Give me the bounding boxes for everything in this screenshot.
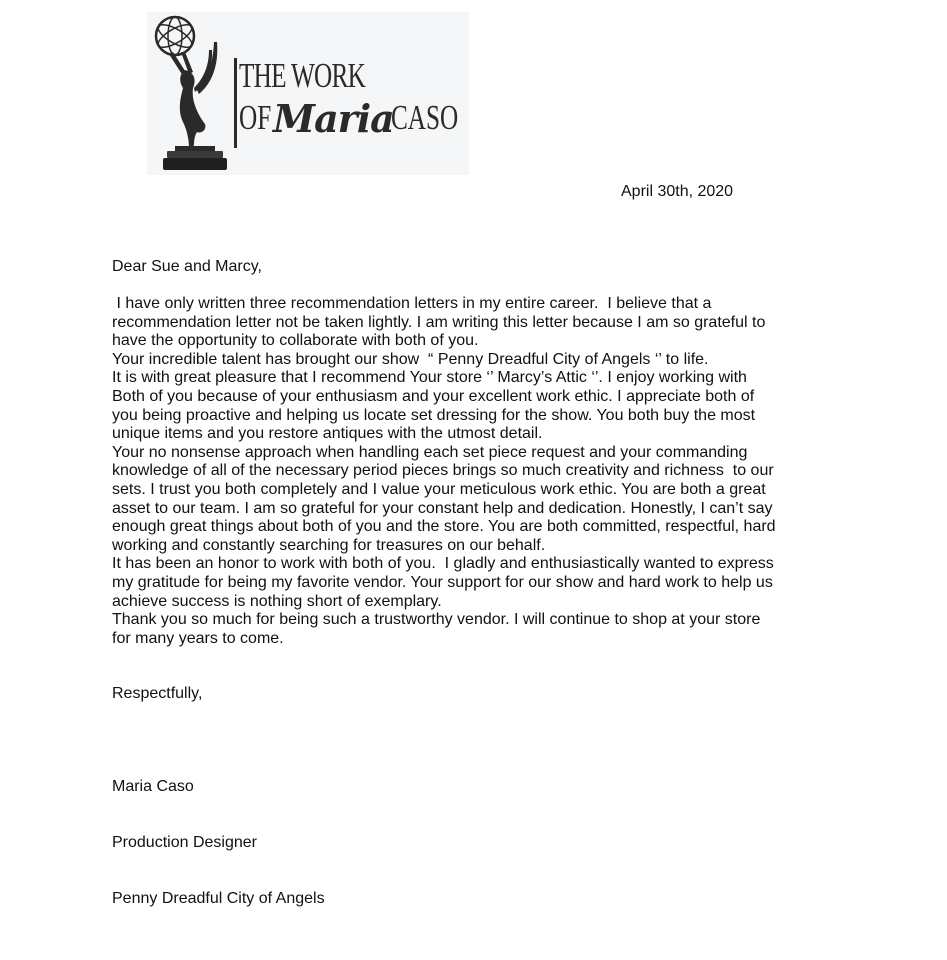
closing: Respectfully,: [112, 685, 203, 702]
signature-title: Production Designer: [112, 833, 257, 851]
letter-date: April 30th, 2020: [621, 183, 734, 200]
logo-maria-script: Maria: [273, 96, 394, 141]
body-line: Both of you because of your enthusiasm and your excellent work ethic. I appreciate both of: [112, 387, 755, 405]
logo-caso: CASO: [391, 98, 459, 137]
body-line: have the opportunity to collaborate with both of you.: [112, 332, 479, 350]
body-line: my gratitude for being my favorite vendor. Your support for our show and hard work to help us: [112, 573, 773, 591]
body-line: for many years to come.: [112, 629, 284, 647]
signature-show: Penny Dreadful City of Angels: [112, 889, 325, 907]
logo-title-line2: [239, 98, 484, 141]
logo-of: OF: [239, 98, 272, 137]
body-line: sets. I trust you both completely and I value your meticulous work ethic. You are both a great: [112, 480, 766, 498]
body-line: Thank you so much for being such a trustworthy vendor. I will continue to shop at your store: [112, 611, 761, 629]
logo: [147, 12, 469, 175]
body-line: working and constantly searching for treasures on our behalf.: [112, 536, 546, 554]
signature-name: Maria Caso: [112, 778, 194, 796]
body-line: achieve success is nothing short of exemplary.: [112, 592, 442, 610]
signature-block: [112, 741, 325, 927]
body-line: It has been an honor to work with both of you. I gladly and enthusiastically wanted to express: [112, 555, 774, 573]
letter-body: [112, 295, 776, 648]
body-line: unique items and you restore antiques with the utmost detail.: [112, 425, 543, 443]
body-line: It is with great pleasure that I recommend Your store ‘’ Marcy’s Attic ‘’. I enjoy working with: [112, 369, 747, 387]
body-line: knowledge of all of the necessary period pieces brings so much creativity and richness to our: [112, 462, 774, 480]
trophy-statue-icon: [147, 12, 247, 175]
greeting: Dear Sue and Marcy,: [112, 258, 262, 275]
body-line: Your no nonsense approach when handling each set piece request and your commanding: [112, 443, 748, 461]
body-line: asset to our team. I am so grateful for your constant help and dedication. Honestly, I can’t say: [112, 499, 773, 517]
logo-divider: [234, 58, 237, 148]
body-line: you being proactive and helping us locate set dressing for the show. You both buy the most: [112, 406, 756, 424]
body-line: I have only written three recommendation letters in my entire career. I believe that a: [112, 295, 712, 312]
logo-title-line1: THE WORK: [239, 56, 366, 95]
body-line: Your incredible talent has brought our show “ Penny Dreadful City of Angels ‘’ to life.: [112, 350, 709, 368]
body-line: enough great things about both of you and the store. You are both committed, respectful, hard: [112, 518, 776, 536]
body-line: recommendation letter not be taken lightly. I am writing this letter because I am so grateful to: [112, 313, 766, 331]
